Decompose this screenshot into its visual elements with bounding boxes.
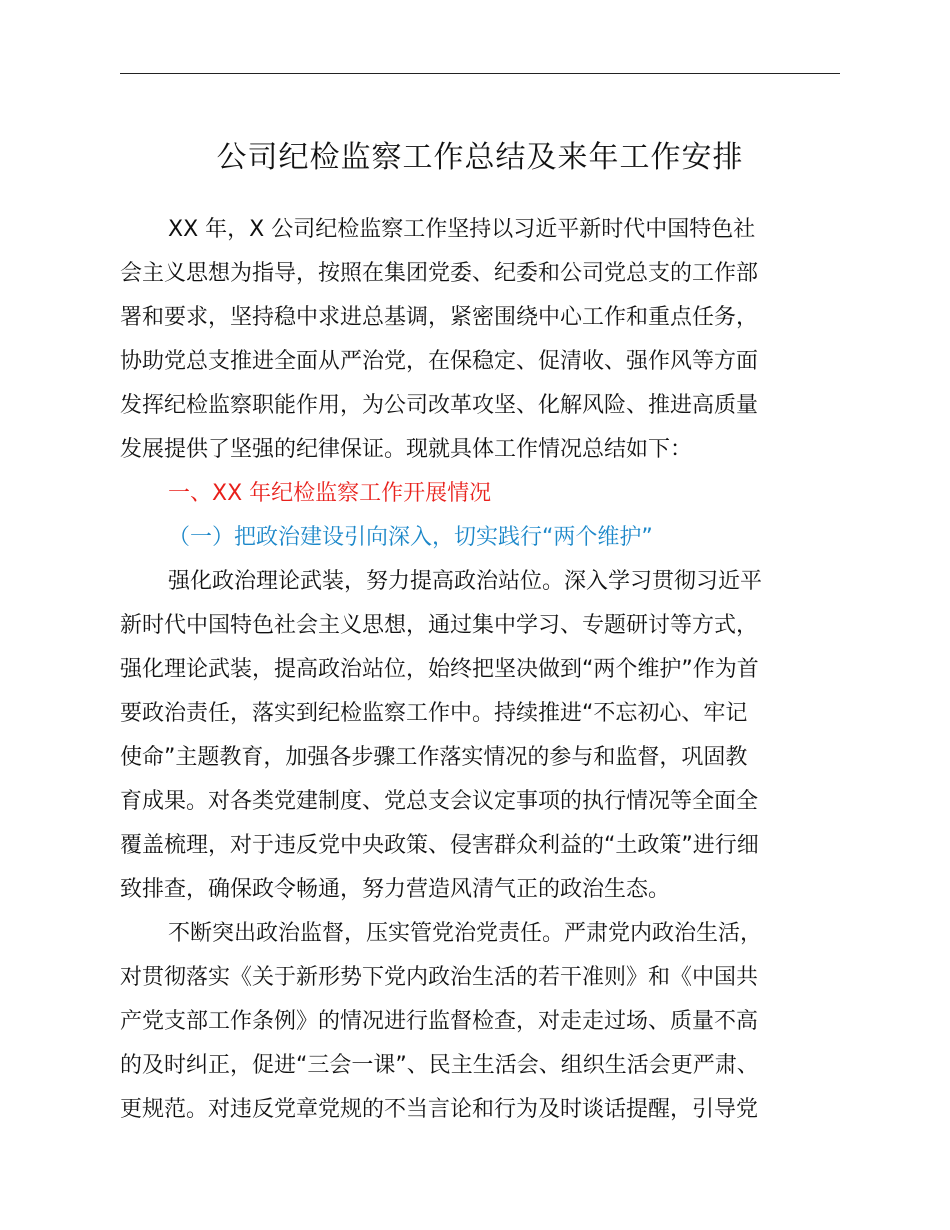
paragraph-2-line: 对贯彻落实《关于新形势下党内政治生活的若干准则》和《中国共 [120,965,759,990]
intro-line: 署和要求，坚持稳中求进总基调，紧密围绕中心工作和重点任务， [120,305,759,330]
header-rule [120,73,840,74]
paragraph-1-line: 使命”主题教育，加强各步骤工作落实情况的参与和监督，巩固教 [120,745,748,770]
paragraph-2-line: 更规范。对违反党章党规的不当言论和行为及时谈话提醒，引导党 [120,1097,759,1122]
intro-line: XX 年，X 公司纪检监察工作坚持以习近平新时代中国特色社 [168,217,756,242]
subsection-heading: （一）把政治建设引向深入，切实践行“两个维护” [168,525,653,550]
paragraph-1-line: 强化理论武装，提高政治站位，始终把坚决做到“两个维护”作为首 [120,657,759,682]
intro-line: 协助党总支推进全面从严治党，在保稳定、促清收、强作风等方面 [120,349,759,374]
paragraph-2-line: 的及时纠正，促进“三会一课”、民主生活会、组织生活会更严肃、 [120,1053,759,1078]
intro-line: 发挥纪检监察职能作用，为公司改革攻坚、化解风险、推进高质量 [120,393,759,418]
intro-line: 会主义思想为指导，按照在集团党委、纪委和公司党总支的工作部 [120,261,759,286]
document-body [120,208,840,1132]
paragraph-1-line: 覆盖梳理，对于违反党中央政策、侵害群众利益的“土政策”进行细 [120,833,759,858]
document-title: 公司纪检监察工作总结及来年工作安排 [216,140,744,175]
paragraph-1-line: 新时代中国特色社会主义思想，通过集中学习、专题研讨等方式， [120,613,759,638]
paragraph-1-line: 强化政治理论武装，努力提高政治站位。深入学习贯彻习近平 [168,569,763,594]
paragraph-2-line: 产党支部工作条例》的情况进行监督检查，对走走过场、质量不高 [120,1009,759,1034]
intro-line: 发展提供了坚强的纪律保证。现就具体工作情况总结如下： [120,437,693,462]
paragraph-2-line: 不断突出政治监督，压实管党治党责任。严肃党内政治生活， [168,921,763,946]
section-heading: 一、XX 年纪检监察工作开展情况 [168,481,492,506]
paragraph-1-line: 要政治责任，落实到纪检监察工作中。持续推进“不忘初心、牢记 [120,701,748,726]
paragraph-1-line: 致排查，确保政令畅通，努力营造风清气正的政治生态。 [120,877,671,902]
paragraph-1-line: 育成果。对各类党建制度、党总支会议定事项的执行情况等全面全 [120,789,759,814]
